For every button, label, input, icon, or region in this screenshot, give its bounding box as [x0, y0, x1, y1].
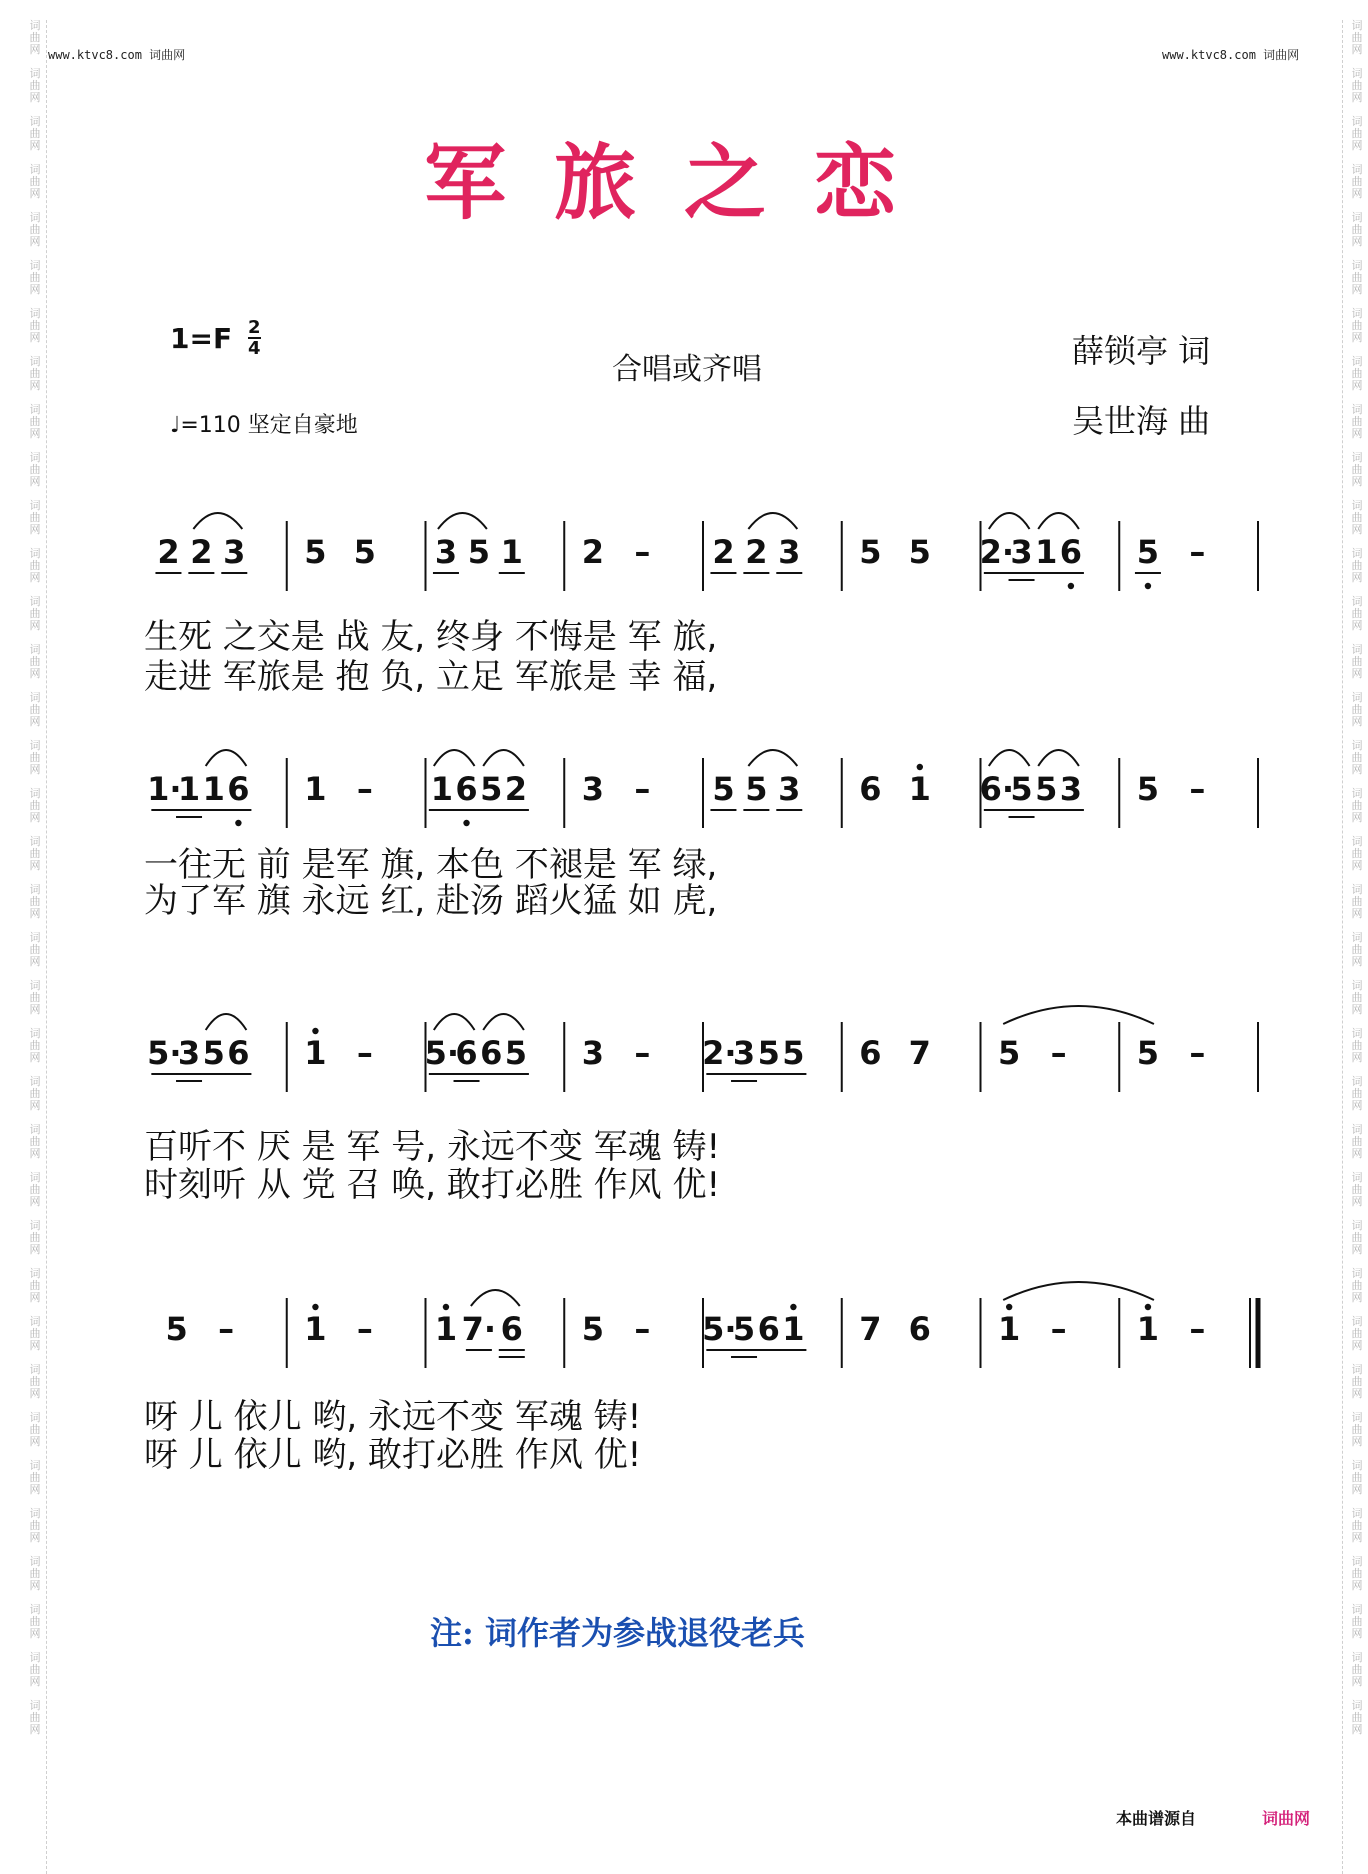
- note-5: 5: [908, 533, 931, 571]
- note-5-dot: 5·: [147, 1034, 182, 1072]
- note-dash: –: [634, 533, 651, 571]
- side-watermark-left: 词 曲 网 词 曲 网 词 曲 网 词 曲 网 词 曲 网 词 曲 网 词 曲 网 词 曲 网 词 曲 网 词 曲 网 词 曲 网 词 曲 网 词 曲 网 词 曲 网 词 曲 网 词 曲 网 词 曲 网 词 曲 网 词 曲 网 词 曲 网 词 曲 网 词 曲 网 词 曲 网 词 曲 网 词 曲 网 词 曲 网 词 曲 网 词 曲 网 词 曲 网 词 曲 网 词 曲 网 词 曲 网 词 曲 网 词 曲 网 词 曲 网 词 曲 网: [29, 19, 41, 1736]
- upper-dot: [312, 1028, 318, 1034]
- note-7-dot: 7·: [461, 1310, 497, 1348]
- slur: [471, 1290, 520, 1306]
- note-3: 3: [732, 1034, 756, 1072]
- note-2-dot: 2·: [702, 1034, 737, 1072]
- note-5: 5: [504, 1034, 528, 1072]
- note-1: 1: [177, 770, 201, 808]
- note-5: 5: [353, 533, 376, 571]
- time-denominator: 4: [248, 338, 261, 359]
- note-6: 6: [227, 1034, 250, 1072]
- note-5: 5: [757, 1034, 780, 1072]
- note-3: 3: [778, 533, 801, 571]
- note-5: 5: [1035, 770, 1058, 808]
- side-watermark-right: 词 曲 网 词 曲 网 词 曲 网 词 曲 网 词 曲 网 词 曲 网 词 曲 网 词 曲 网 词 曲 网 词 曲 网 词 曲 网 词 曲 网 词 曲 网 词 曲 网 词 曲 网 词 曲 网 词 曲 网 词 曲 网 词 曲 网 词 曲 网 词 曲 网 词 曲 网 词 曲 网 词 曲 网 词 曲 网 词 曲 网 词 曲 网 词 曲 网 词 曲 网 词 曲 网 词 曲 网 词 曲 网 词 曲 网 词 曲 网 词 曲 网 词 曲 网: [1351, 19, 1363, 1736]
- note-3: 3: [581, 770, 605, 808]
- song-title: 军旅之恋: [423, 135, 944, 231]
- note-5-dot: 5·: [424, 1034, 460, 1072]
- note-1: 1: [500, 533, 523, 571]
- note-7: 7: [859, 1310, 882, 1348]
- note-dash: –: [218, 1310, 235, 1348]
- lower-dot: [1068, 583, 1074, 589]
- note-2: 2: [712, 533, 735, 571]
- note-3: 3: [1010, 533, 1033, 571]
- watermark-left: www.ktvc8.com 词曲网: [48, 48, 186, 62]
- note-dash: –: [1189, 770, 1206, 808]
- note-dash: –: [1189, 533, 1206, 571]
- note-3: 3: [177, 1034, 201, 1072]
- note-5: 5: [732, 1310, 756, 1348]
- note-2: 2: [504, 770, 528, 808]
- slur: [1038, 750, 1079, 766]
- note-1: 1: [1035, 533, 1058, 571]
- upper-dot: [312, 1304, 318, 1310]
- note-1: 1: [430, 770, 453, 808]
- note-dash: –: [1189, 1034, 1206, 1072]
- note-5: 5: [480, 770, 503, 808]
- note-1: 1: [782, 1310, 805, 1348]
- note-1: 1: [998, 1310, 1021, 1348]
- note-2-dot: 2·: [979, 533, 1015, 571]
- note-5: 5: [859, 533, 882, 571]
- slur: [438, 513, 487, 529]
- note-5: 5: [782, 1034, 805, 1072]
- slur: [748, 513, 797, 529]
- note-5: 5: [1010, 770, 1033, 808]
- lyricist-credit: 薛锁亭 词: [1072, 332, 1211, 370]
- lower-dot: [1145, 583, 1151, 589]
- source-name[interactable]: 词曲网: [1262, 1809, 1311, 1828]
- slur: [434, 750, 475, 766]
- note-dash: –: [356, 770, 373, 808]
- composer-credit: 吴世海 曲: [1072, 402, 1211, 440]
- note-3: 3: [223, 533, 246, 571]
- slur: [483, 750, 524, 766]
- note-5: 5: [1136, 533, 1160, 571]
- note-2: 2: [157, 533, 180, 571]
- time-numerator: 2: [248, 317, 261, 338]
- lower-dot: [235, 820, 241, 826]
- note-5: 5: [165, 1310, 188, 1348]
- note-dash: –: [634, 1310, 651, 1348]
- note-6-dot: 6·: [979, 770, 1015, 808]
- slur: [1038, 513, 1079, 529]
- note-1-dot: 1·: [147, 770, 182, 808]
- note-6: 6: [227, 770, 250, 808]
- slur: [193, 513, 242, 529]
- upper-dot: [917, 764, 923, 770]
- lyric-line: 一往无 前 是军 旗, 本色 不褪是 军 绿,: [144, 845, 718, 885]
- lyric-line: 时刻听 从 党 召 唤, 敢打必胜 作风 优!: [144, 1165, 721, 1205]
- upper-dot: [1145, 1304, 1151, 1310]
- slur: [434, 1014, 475, 1030]
- key-signature: 1=F: [170, 322, 233, 355]
- note-5: 5: [1136, 770, 1160, 808]
- lower-dot: [463, 820, 469, 826]
- note-3: 3: [434, 533, 458, 571]
- note-5: 5: [998, 1034, 1021, 1072]
- note-6: 6: [480, 1034, 503, 1072]
- note-5: 5: [202, 1034, 225, 1072]
- lyric-line: 百听不 厌 是 军 号, 永远不变 军魂 铸!: [144, 1127, 721, 1167]
- note-dash: –: [356, 1310, 373, 1348]
- note-5-dot: 5·: [702, 1310, 737, 1348]
- note-2: 2: [745, 533, 768, 571]
- note-2: 2: [581, 533, 605, 571]
- note-6: 6: [757, 1310, 780, 1348]
- slur: [483, 1014, 524, 1030]
- note-1: 1: [304, 770, 327, 808]
- watermark-right: www.ktvc8.com 词曲网: [1162, 48, 1300, 62]
- note-5: 5: [745, 770, 768, 808]
- lyric-line: 呀 儿 依儿 哟, 敢打必胜 作风 优!: [144, 1435, 642, 1475]
- note-6: 6: [500, 1310, 523, 1348]
- slur: [206, 750, 247, 766]
- tempo-marking: ♩=110 坚定自豪地: [170, 413, 358, 438]
- note-5: 5: [712, 770, 735, 808]
- note-3: 3: [1059, 770, 1083, 808]
- performance-note: 合唱或齐唱: [612, 352, 762, 387]
- tie: [1003, 1006, 1154, 1024]
- note-1: 1: [434, 1310, 458, 1348]
- note-6: 6: [859, 1034, 882, 1072]
- note-dash: –: [1189, 1310, 1206, 1348]
- note-7: 7: [908, 1034, 931, 1072]
- note-1: 1: [304, 1310, 327, 1348]
- slur: [989, 750, 1030, 766]
- note-6: 6: [908, 1310, 931, 1348]
- slur: [748, 750, 797, 766]
- note-dash: –: [356, 1034, 373, 1072]
- note-1: 1: [304, 1034, 327, 1072]
- slur: [206, 1014, 247, 1030]
- lyric-line: 生死 之交是 战 友, 终身 不悔是 军 旅,: [144, 617, 718, 657]
- upper-dot: [1006, 1304, 1012, 1310]
- footnote: 注: 词作者为参战退役老兵: [430, 1614, 805, 1652]
- note-1: 1: [908, 770, 931, 808]
- note-5: 5: [304, 533, 327, 571]
- note-5: 5: [581, 1310, 605, 1348]
- tie: [1003, 1282, 1154, 1300]
- source-label: 本曲谱源自: [1116, 1809, 1197, 1828]
- note-6: 6: [1059, 533, 1083, 571]
- upper-dot: [443, 1304, 449, 1310]
- note-dash: –: [1050, 1310, 1067, 1348]
- upper-dot: [790, 1304, 796, 1310]
- note-3: 3: [778, 770, 801, 808]
- note-6: 6: [455, 770, 478, 808]
- note-1: 1: [202, 770, 225, 808]
- lyric-line: 走进 军旅是 抱 负, 立足 军旅是 幸 福,: [144, 657, 718, 697]
- note-6: 6: [455, 1034, 478, 1072]
- note-dash: –: [1050, 1034, 1067, 1072]
- note-dash: –: [634, 1034, 651, 1072]
- note-2: 2: [190, 533, 213, 571]
- note-6: 6: [859, 770, 882, 808]
- slur: [989, 513, 1030, 529]
- note-dash: –: [634, 770, 651, 808]
- note-1: 1: [1136, 1310, 1160, 1348]
- note-5: 5: [467, 533, 491, 571]
- lyric-line: 为了军 旗 永远 红, 赴汤 蹈火猛 如 虎,: [144, 881, 718, 921]
- lyric-line: 呀 儿 依儿 哟, 永远不变 军魂 铸!: [144, 1397, 642, 1437]
- note-3: 3: [581, 1034, 605, 1072]
- note-5: 5: [1136, 1034, 1160, 1072]
